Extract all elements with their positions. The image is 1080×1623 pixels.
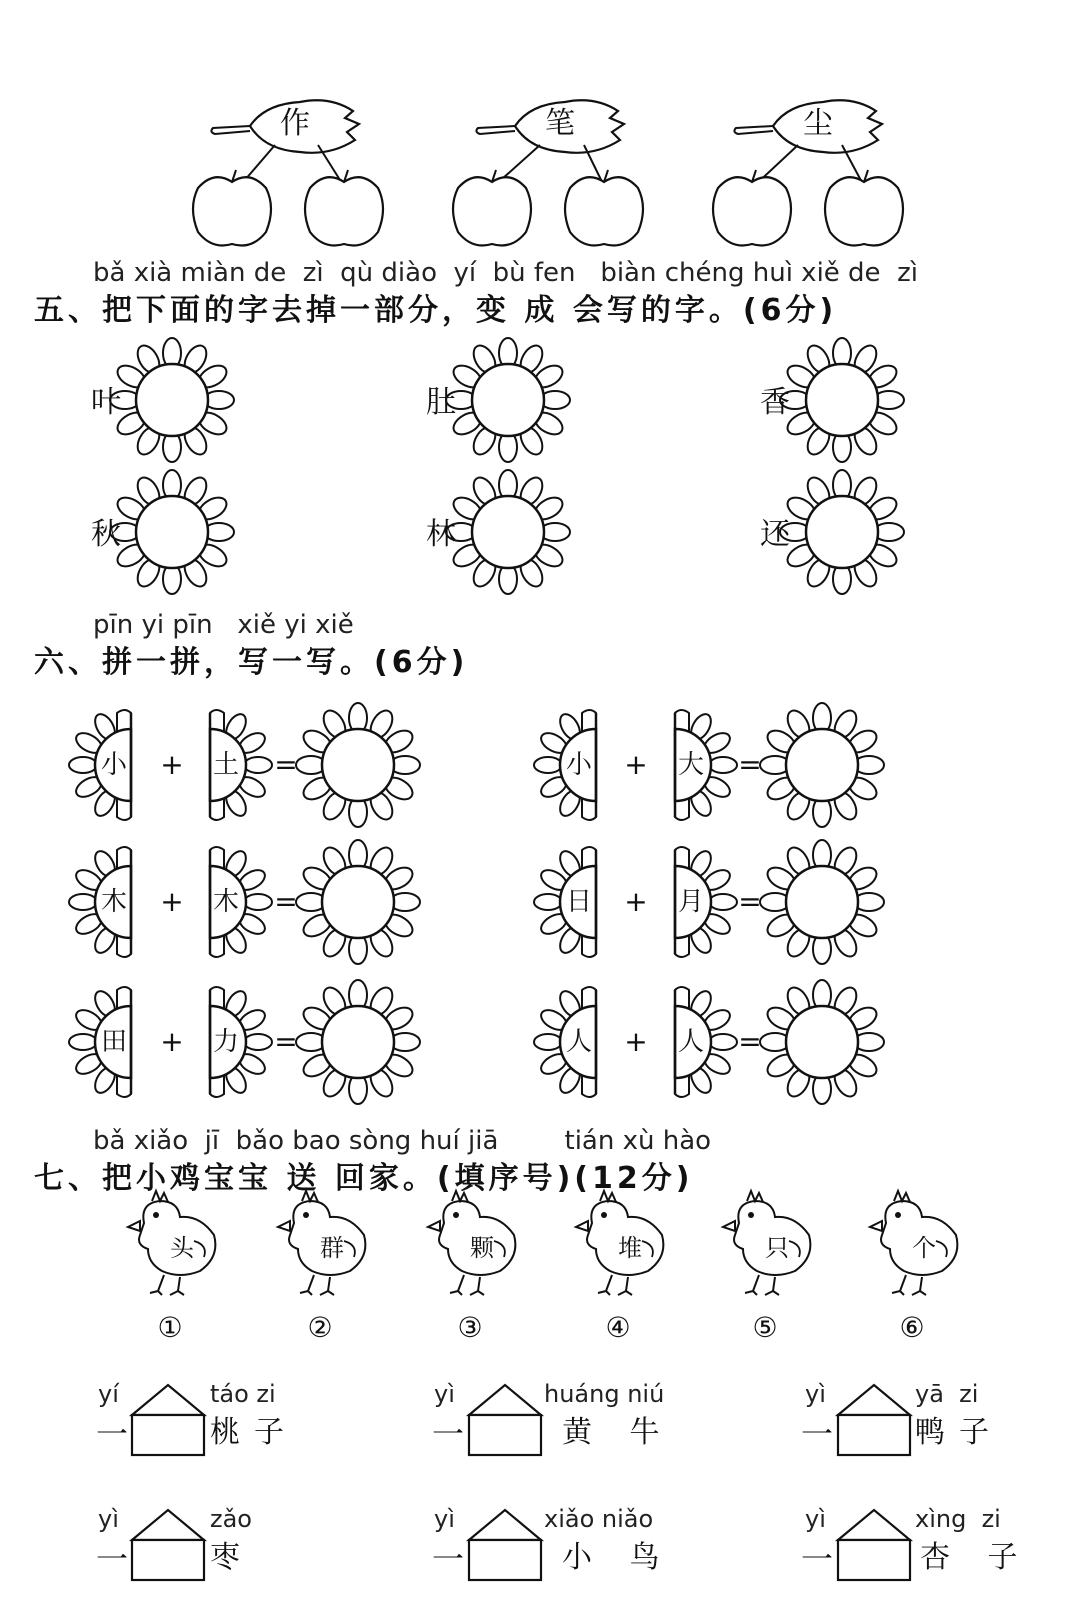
house-word: 杏 子 bbox=[920, 1540, 1032, 1575]
equals-sign: = bbox=[738, 1025, 762, 1058]
house-answer-box[interactable] bbox=[132, 1540, 204, 1580]
house-yi-pinyin: yì bbox=[98, 1505, 119, 1533]
answer-circle[interactable] bbox=[806, 364, 878, 436]
equation-part-a: 田 bbox=[100, 1027, 128, 1057]
chick-number: ② bbox=[307, 1311, 333, 1344]
house-pinyin: huáng niú bbox=[544, 1380, 665, 1408]
chick-number: ④ bbox=[605, 1311, 631, 1344]
equation-part-a: 人 bbox=[565, 1027, 593, 1057]
house-yi-pinyin: yì bbox=[805, 1505, 826, 1533]
plus-sign: + bbox=[624, 748, 648, 781]
house-word: 鸭子 bbox=[915, 1415, 1003, 1450]
house-yi-pinyin: yì bbox=[805, 1380, 826, 1408]
section7-chicks bbox=[128, 1191, 957, 1295]
house-pinyin: zǎo bbox=[210, 1505, 252, 1533]
equation-part-b: 木 bbox=[212, 887, 240, 917]
section5-char: 还 bbox=[760, 517, 790, 552]
answer-circle[interactable] bbox=[136, 496, 208, 568]
house-pinyin: yā zi bbox=[915, 1380, 979, 1408]
section6-heading: 六、拼一拼，写一写。(6分) bbox=[34, 645, 469, 680]
answer-circle[interactable] bbox=[786, 1006, 858, 1078]
answer-circle[interactable] bbox=[786, 729, 858, 801]
house-answer-box[interactable] bbox=[132, 1415, 204, 1455]
house-word: 枣 bbox=[210, 1540, 254, 1575]
chick-number: ⑥ bbox=[899, 1311, 925, 1344]
equation-part-a: 木 bbox=[100, 887, 128, 917]
equation-part-b: 土 bbox=[212, 750, 240, 780]
plus-sign: + bbox=[160, 748, 184, 781]
plus-sign: + bbox=[624, 1025, 648, 1058]
house-word: 桃子 bbox=[210, 1415, 298, 1450]
chick-char: 只 bbox=[765, 1234, 789, 1262]
section5-char: 叶 bbox=[91, 385, 121, 420]
house-pinyin: xìng zi bbox=[915, 1505, 1001, 1533]
answer-circle[interactable] bbox=[472, 364, 544, 436]
house-yi: 一 bbox=[801, 1415, 834, 1453]
answer-circle[interactable] bbox=[136, 364, 208, 436]
section7-heading: 七、把小鸡宝宝 送 回家。(填序号)(12分) bbox=[34, 1161, 694, 1196]
answer-circle[interactable] bbox=[322, 866, 394, 938]
section5-heading: 五、把下面的字去掉一部分，变 成 会写的字。(6分) bbox=[34, 293, 838, 328]
equals-sign: = bbox=[274, 1025, 298, 1058]
section5-pinyin: bǎ xià miàn de zì qù diào yí bù fen biàn chéng huì xiě de zì bbox=[93, 258, 918, 288]
section5-char: 林 bbox=[426, 517, 456, 552]
answer-circle[interactable] bbox=[786, 866, 858, 938]
plus-sign: + bbox=[160, 885, 184, 918]
house-yi-pinyin: yì bbox=[434, 1380, 455, 1408]
answer-circle[interactable] bbox=[806, 496, 878, 568]
house-yi: 一 bbox=[432, 1540, 465, 1578]
house-answer-box[interactable] bbox=[838, 1415, 910, 1455]
chick-char: 颗 bbox=[470, 1234, 494, 1262]
section5-char: 香 bbox=[760, 385, 790, 420]
section7-pinyin: bǎ xiǎo jī bǎo bao sòng huí jiā tián xù hào bbox=[93, 1126, 712, 1156]
chick-char: 群 bbox=[320, 1234, 344, 1262]
answer-circle[interactable] bbox=[322, 1006, 394, 1078]
equation-part-a: 小 bbox=[100, 750, 128, 780]
section6-pinyin: pīn yi pīn xiě yi xiě bbox=[93, 610, 354, 640]
leaf-char: 笔 bbox=[545, 106, 575, 141]
equation-part-b: 人 bbox=[677, 1027, 705, 1057]
chick-char: 头 bbox=[170, 1234, 194, 1262]
house-answer-box[interactable] bbox=[838, 1540, 910, 1580]
house-yi: 一 bbox=[96, 1540, 129, 1578]
equation-part-b: 力 bbox=[212, 1027, 240, 1057]
leaf-char: 尘 bbox=[803, 106, 833, 141]
house-pinyin: xiǎo niǎo bbox=[544, 1505, 654, 1533]
equals-sign: = bbox=[274, 885, 298, 918]
plus-sign: + bbox=[160, 1025, 184, 1058]
chick-number: ③ bbox=[457, 1311, 483, 1344]
leaf-char: 作 bbox=[280, 106, 310, 141]
chick-char: 个 bbox=[912, 1234, 936, 1262]
house-yi: 一 bbox=[96, 1415, 129, 1453]
chick-number: ⑤ bbox=[752, 1311, 778, 1344]
plus-sign: + bbox=[624, 885, 648, 918]
equation-part-b: 月 bbox=[677, 887, 705, 917]
house-word: 黄 牛 bbox=[562, 1415, 674, 1450]
equation-part-a: 小 bbox=[565, 750, 593, 780]
equation-part-a: 日 bbox=[565, 887, 593, 917]
house-yi-pinyin: yì bbox=[434, 1505, 455, 1533]
house-yi-pinyin: yí bbox=[98, 1380, 119, 1408]
house-yi: 一 bbox=[432, 1415, 465, 1453]
section5-char: 肚 bbox=[426, 385, 456, 420]
house-answer-box[interactable] bbox=[469, 1415, 541, 1455]
house-pinyin: táo zi bbox=[210, 1380, 276, 1408]
equation-part-b: 大 bbox=[677, 750, 705, 780]
section6-flowers bbox=[69, 703, 884, 1104]
equals-sign: = bbox=[738, 748, 762, 781]
answer-circle[interactable] bbox=[322, 729, 394, 801]
house-answer-box[interactable] bbox=[469, 1540, 541, 1580]
house-word: 小 鸟 bbox=[562, 1540, 674, 1575]
equals-sign: = bbox=[274, 748, 298, 781]
chick-number: ① bbox=[157, 1311, 183, 1344]
section5-char: 秋 bbox=[91, 517, 121, 552]
equals-sign: = bbox=[738, 885, 762, 918]
answer-circle[interactable] bbox=[472, 496, 544, 568]
chick-char: 堆 bbox=[618, 1234, 642, 1262]
house-yi: 一 bbox=[801, 1540, 834, 1578]
